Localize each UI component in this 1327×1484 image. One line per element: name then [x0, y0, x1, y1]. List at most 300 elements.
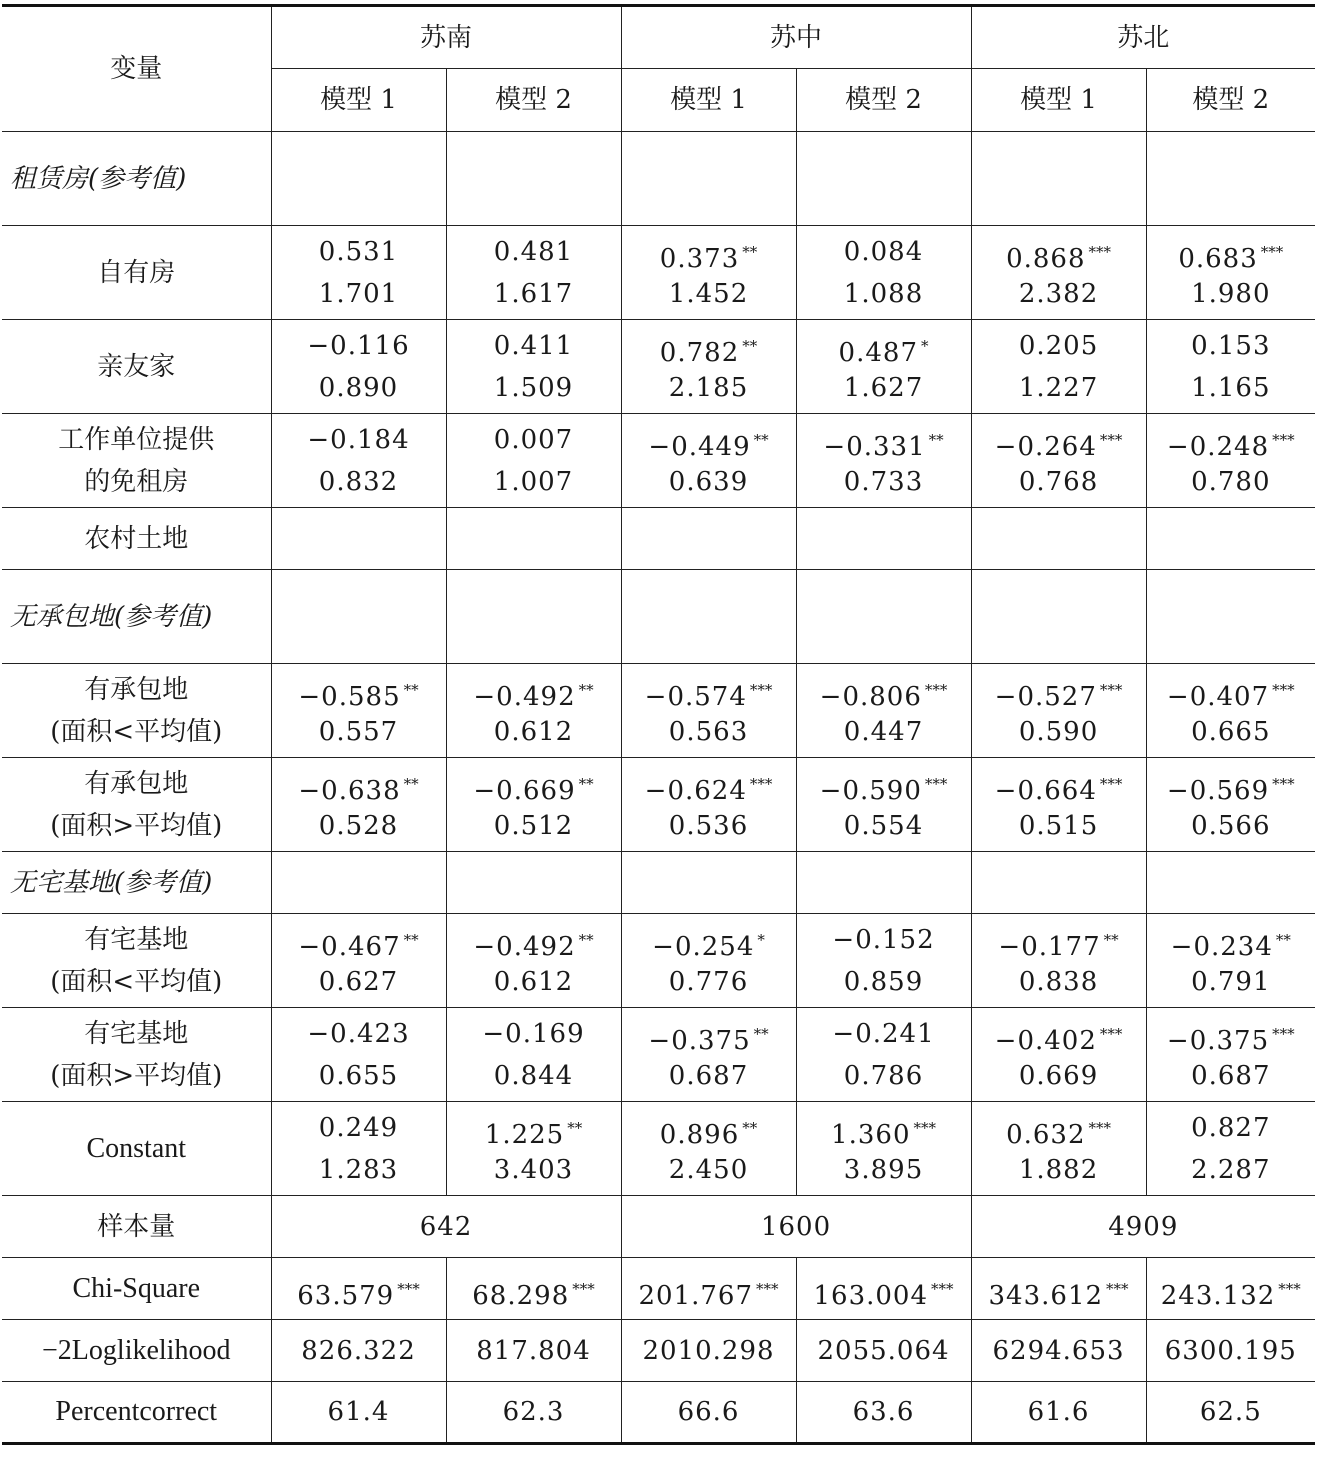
data-cell	[621, 570, 796, 664]
data-cell	[1146, 1102, 1315, 1196]
significance-marker: ***	[1278, 1279, 1301, 1298]
coefficient-value	[1147, 1107, 1316, 1149]
odds-ratio-value-text: 0.515	[1018, 810, 1099, 841]
odds-ratio-value	[447, 367, 621, 409]
data-cell	[621, 852, 796, 914]
coefficient-value-text: −0.669	[473, 775, 576, 806]
stat-value-text: 66.6	[677, 1397, 740, 1427]
row-label-line: Constant	[86, 1132, 187, 1164]
significance-marker: ***	[1272, 680, 1295, 699]
table-row	[2, 664, 1315, 758]
row-label-line: 有承包地	[84, 674, 189, 705]
odds-ratio-value	[972, 805, 1146, 847]
data-cell	[271, 132, 446, 226]
odds-ratio-value-text: 1.509	[493, 372, 574, 403]
stat-value	[972, 1268, 1146, 1310]
significance-marker: ***	[397, 1279, 420, 1298]
coefficient-value-text: −0.254	[652, 931, 755, 962]
stat-value-text: 6294.653	[992, 1335, 1125, 1366]
stat-value	[1147, 1391, 1316, 1433]
odds-ratio-value	[972, 273, 1146, 315]
odds-ratio-value	[447, 805, 621, 847]
odds-ratio-value-text: 0.838	[1018, 966, 1099, 997]
data-cell	[446, 1102, 621, 1196]
data-cell	[971, 414, 1146, 508]
coefficient-value-text: −0.241	[832, 1018, 935, 1049]
stat-value-text: 6300.195	[1164, 1335, 1297, 1366]
odds-ratio-value-text: 0.447	[843, 716, 924, 747]
regression-table-container	[2, 4, 1315, 1445]
odds-ratio-value-text: 0.687	[668, 1060, 749, 1091]
odds-ratio-value	[622, 805, 796, 847]
odds-ratio-value-text: 0.612	[493, 966, 574, 997]
coefficient-value	[972, 763, 1146, 805]
coefficient-value-text: −0.467	[298, 931, 401, 962]
data-cell	[1146, 508, 1315, 570]
data-cell	[271, 758, 446, 852]
data-cell	[796, 1008, 971, 1102]
data-cell	[796, 226, 971, 320]
odds-ratio-value-text: 0.612	[493, 716, 574, 747]
coefficient-value-text: −0.492	[473, 931, 576, 962]
odds-ratio-value-text: 1.882	[1018, 1154, 1099, 1185]
odds-ratio-value-text: 0.844	[493, 1060, 574, 1091]
coefficient-value-text: −0.407	[1166, 681, 1270, 712]
coefficient-value-text: −0.638	[298, 775, 401, 806]
coefficient-value-text: −0.806	[819, 681, 922, 712]
significance-marker: **	[403, 774, 419, 793]
coefficient-value-text: 0.481	[493, 236, 574, 267]
table-row	[2, 1008, 1315, 1102]
stat-value	[272, 1268, 446, 1310]
odds-ratio-value-text: 1.701	[318, 278, 399, 309]
stat-value-text: 63.579	[297, 1280, 395, 1311]
stat-value-text: 62.5	[1199, 1397, 1262, 1427]
coefficient-value-text: −0.248	[1166, 431, 1270, 462]
coefficient-value	[1147, 1013, 1316, 1055]
stat-value	[272, 1391, 446, 1433]
coefficient-value-text: −0.331	[823, 431, 926, 462]
row-label	[2, 132, 271, 226]
stat-value	[622, 1330, 796, 1372]
stat-value-text: 61.4	[327, 1397, 390, 1427]
header-model: 模型 2	[796, 69, 971, 132]
data-cell	[621, 226, 796, 320]
odds-ratio-value	[272, 1055, 446, 1097]
coefficient-value	[447, 919, 621, 961]
data-cell	[796, 1102, 971, 1196]
table-row	[2, 508, 1315, 570]
data-cell	[796, 852, 971, 914]
significance-marker: ***	[1272, 774, 1295, 793]
coefficient-value-text: −0.177	[998, 931, 1101, 962]
row-label	[2, 852, 271, 914]
coefficient-value	[272, 325, 446, 367]
table-row	[2, 414, 1315, 508]
data-cell	[971, 570, 1146, 664]
coefficient-value-text: −0.184	[307, 424, 410, 455]
stat-value-text: 63.6	[852, 1397, 915, 1427]
coefficient-value	[972, 231, 1146, 273]
coefficient-value-text: −0.375	[1166, 1025, 1270, 1056]
coefficient-value-text: 0.868	[1006, 243, 1086, 274]
table-row	[2, 320, 1315, 414]
row-label-line: 自有房	[97, 257, 176, 288]
odds-ratio-value-text: 0.627	[318, 966, 399, 997]
coefficient-value-text: −0.574	[644, 681, 747, 712]
odds-ratio-value-text: 0.776	[668, 966, 749, 997]
coefficient-value-text: −0.624	[644, 775, 747, 806]
significance-marker: **	[403, 930, 419, 949]
coefficient-value-text: −0.116	[307, 330, 410, 361]
coefficient-value	[1147, 763, 1316, 805]
odds-ratio-value-text: 0.768	[1018, 466, 1099, 497]
data-cell	[446, 132, 621, 226]
stat-value	[1147, 1330, 1316, 1372]
data-cell	[271, 570, 446, 664]
data-cell	[621, 1102, 796, 1196]
coefficient-value	[622, 419, 796, 461]
coefficient-value	[797, 419, 971, 461]
significance-marker: **	[578, 930, 594, 949]
stat-cell	[621, 1320, 796, 1382]
stat-cell	[971, 1382, 1146, 1444]
data-cell	[1146, 414, 1315, 508]
data-cell	[796, 320, 971, 414]
coefficient-value-text: 0.153	[1191, 330, 1271, 361]
data-cell	[621, 414, 796, 508]
table-row	[2, 852, 1315, 914]
data-cell	[971, 1102, 1146, 1196]
header-model: 模型 2	[446, 69, 621, 132]
odds-ratio-value	[1147, 1055, 1316, 1097]
significance-marker: ***	[1088, 1118, 1111, 1137]
header-model: 模型 1	[971, 69, 1146, 132]
header-model: 模型 1	[621, 69, 796, 132]
stat-value	[622, 1268, 796, 1310]
coefficient-value-text: −0.569	[1166, 775, 1270, 806]
coefficient-value-text: 0.487	[838, 337, 918, 368]
row-label	[2, 1102, 271, 1196]
stat-row	[2, 1258, 1315, 1320]
data-cell	[271, 1102, 446, 1196]
row-label-line: (面积<平均值)	[50, 966, 223, 997]
data-cell	[271, 414, 446, 508]
stat-row	[2, 1320, 1315, 1382]
row-label-line: 无承包地(参考值)	[10, 601, 213, 632]
coefficient-value	[972, 325, 1146, 367]
stat-cell	[1146, 1258, 1315, 1320]
odds-ratio-value	[972, 1055, 1146, 1097]
odds-ratio-value	[272, 961, 446, 1003]
odds-ratio-value	[1147, 805, 1316, 847]
coefficient-value-text: 1.225	[484, 1119, 565, 1150]
odds-ratio-value-text: 0.665	[1191, 716, 1271, 747]
odds-ratio-value-text: 1.007	[493, 466, 574, 497]
row-label	[2, 1008, 271, 1102]
header-variable: 变量	[2, 6, 271, 132]
coefficient-value	[622, 669, 796, 711]
stat-value-text: 163.004	[813, 1280, 929, 1311]
coefficient-value-text: −0.590	[819, 775, 922, 806]
data-cell	[1146, 570, 1315, 664]
coefficient-value-text: 0.896	[659, 1119, 740, 1150]
data-cell	[446, 320, 621, 414]
data-cell	[621, 664, 796, 758]
odds-ratio-value-text: 1.283	[318, 1154, 399, 1185]
data-cell	[271, 226, 446, 320]
odds-ratio-value	[1147, 273, 1316, 315]
coefficient-value	[272, 919, 446, 961]
coefficient-value-text: 1.360	[831, 1119, 911, 1150]
header-model: 模型 1	[271, 69, 446, 132]
odds-ratio-value	[272, 1149, 446, 1191]
data-cell	[971, 914, 1146, 1008]
odds-ratio-value-text: 0.512	[493, 810, 574, 841]
stat-value-text: 201.767	[638, 1280, 754, 1311]
stat-value	[447, 1268, 621, 1310]
coefficient-value	[447, 669, 621, 711]
data-cell	[271, 508, 446, 570]
odds-ratio-value	[272, 461, 446, 503]
coefficient-value	[272, 763, 446, 805]
odds-ratio-value-text: 0.557	[318, 716, 399, 747]
stat-cell	[1146, 1382, 1315, 1444]
significance-marker: ***	[1099, 774, 1123, 793]
odds-ratio-value	[622, 461, 796, 503]
odds-ratio-value-text: 1.227	[1018, 372, 1099, 403]
data-cell	[446, 664, 621, 758]
coefficient-value	[447, 231, 621, 273]
row-label-line: 的免租房	[84, 466, 189, 497]
data-cell	[796, 664, 971, 758]
row-label-line: 工作单位提供	[58, 424, 215, 455]
odds-ratio-value-text: 1.617	[493, 278, 574, 309]
coefficient-value	[622, 919, 796, 961]
odds-ratio-value	[797, 1055, 971, 1097]
row-label	[2, 414, 271, 508]
odds-ratio-value	[447, 711, 621, 753]
data-cell	[1146, 1008, 1315, 1102]
odds-ratio-value	[797, 1149, 971, 1191]
odds-ratio-value	[972, 961, 1146, 1003]
row-label: −2Loglikelihood	[2, 1320, 271, 1382]
coefficient-value	[1147, 669, 1316, 711]
coefficient-value-text: −0.152	[832, 924, 935, 955]
odds-ratio-value-text: 1.088	[843, 278, 924, 309]
data-cell	[1146, 852, 1315, 914]
row-label-line: 有宅基地	[84, 924, 189, 955]
sample-size-row	[2, 1196, 1315, 1258]
stat-cell	[446, 1382, 621, 1444]
coefficient-value-text: −0.375	[648, 1025, 751, 1056]
coefficient-value	[797, 669, 971, 711]
odds-ratio-value-text: 3.895	[843, 1154, 924, 1185]
table-row	[2, 758, 1315, 852]
coefficient-value-text: −0.449	[648, 431, 751, 462]
odds-ratio-value-text: 1.627	[843, 372, 924, 403]
odds-ratio-value	[1147, 961, 1316, 1003]
significance-marker: ***	[1088, 242, 1111, 261]
data-cell	[1146, 664, 1315, 758]
significance-marker: ***	[756, 1279, 779, 1298]
odds-ratio-value	[447, 273, 621, 315]
stat-value	[447, 1391, 621, 1433]
coefficient-value-text: 0.632	[1006, 1119, 1086, 1150]
coefficient-value-text: 0.373	[659, 243, 740, 274]
stat-cell	[796, 1382, 971, 1444]
odds-ratio-value-text: 0.791	[1191, 966, 1271, 997]
odds-ratio-value	[622, 1149, 796, 1191]
sample-size-cell: 4909	[971, 1196, 1315, 1258]
significance-marker: **	[567, 1118, 583, 1137]
odds-ratio-value-text: 0.590	[1018, 716, 1099, 747]
significance-marker: ***	[1272, 1024, 1295, 1043]
data-cell	[621, 1008, 796, 1102]
odds-ratio-value	[622, 711, 796, 753]
coefficient-value	[272, 669, 446, 711]
data-cell	[271, 914, 446, 1008]
stat-cell	[271, 1382, 446, 1444]
coefficient-value	[1147, 919, 1316, 961]
coefficient-value	[797, 763, 971, 805]
significance-marker: *	[920, 336, 929, 355]
coefficient-value-text: −0.234	[1170, 931, 1273, 962]
coefficient-value	[797, 231, 971, 273]
stat-value-text: 68.298	[472, 1280, 570, 1311]
coefficient-value-text: 0.827	[1191, 1112, 1271, 1143]
data-cell	[446, 414, 621, 508]
significance-marker: **	[742, 242, 758, 261]
odds-ratio-value-text: 0.780	[1191, 466, 1271, 497]
stat-value	[1147, 1268, 1316, 1310]
odds-ratio-value	[972, 711, 1146, 753]
significance-marker: **	[1103, 930, 1119, 949]
data-cell	[621, 914, 796, 1008]
data-cell	[446, 570, 621, 664]
odds-ratio-value	[622, 961, 796, 1003]
data-cell	[971, 320, 1146, 414]
coefficient-value-text: 0.084	[843, 236, 924, 267]
row-label-line: (面积>平均值)	[50, 810, 223, 841]
odds-ratio-value-text: 0.669	[1018, 1060, 1099, 1091]
data-cell	[796, 132, 971, 226]
odds-ratio-value	[1147, 461, 1316, 503]
significance-marker: ***	[913, 1118, 936, 1137]
data-cell	[971, 132, 1146, 226]
data-cell	[1146, 320, 1315, 414]
coefficient-value-text: −0.527	[994, 681, 1097, 712]
header-region-sunan: 苏南	[271, 6, 621, 69]
odds-ratio-value-text: 0.733	[843, 466, 924, 497]
coefficient-value	[797, 1013, 971, 1055]
data-cell	[446, 226, 621, 320]
odds-ratio-value	[447, 461, 621, 503]
stat-value	[622, 1391, 796, 1433]
data-cell	[446, 508, 621, 570]
data-cell	[971, 226, 1146, 320]
data-cell	[271, 852, 446, 914]
significance-marker: **	[403, 680, 419, 699]
coefficient-value	[447, 419, 621, 461]
odds-ratio-value	[272, 805, 446, 847]
data-cell	[271, 320, 446, 414]
odds-ratio-value-text: 0.832	[318, 466, 399, 497]
coefficient-value	[1147, 325, 1316, 367]
odds-ratio-value-text: 2.185	[668, 372, 749, 403]
data-cell	[621, 320, 796, 414]
odds-ratio-value	[972, 1149, 1146, 1191]
sample-size-cell: 1600	[621, 1196, 971, 1258]
coefficient-value	[272, 231, 446, 273]
coefficient-value-text: −0.492	[473, 681, 576, 712]
stat-value	[972, 1330, 1146, 1372]
stat-cell	[1146, 1320, 1315, 1382]
significance-marker: **	[578, 680, 594, 699]
data-cell	[1146, 226, 1315, 320]
odds-ratio-value	[447, 1055, 621, 1097]
header-row-regions	[2, 6, 1315, 69]
odds-ratio-value-text: 0.890	[318, 372, 399, 403]
row-label-line: 农村土地	[84, 523, 189, 554]
row-label-line: (面积>平均值)	[50, 1060, 223, 1091]
header-region-subei: 苏北	[971, 6, 1315, 69]
odds-ratio-value	[797, 461, 971, 503]
data-cell	[971, 508, 1146, 570]
stat-cell	[446, 1258, 621, 1320]
odds-ratio-value	[797, 273, 971, 315]
coefficient-value	[272, 419, 446, 461]
odds-ratio-value-text: 1.165	[1191, 372, 1271, 403]
odds-ratio-value-text: 0.859	[843, 966, 924, 997]
coefficient-value-text: 0.531	[318, 236, 399, 267]
stat-value-text: 61.6	[1027, 1397, 1090, 1427]
table-row	[2, 132, 1315, 226]
row-label: 样本量	[2, 1196, 271, 1258]
coefficient-value-text: −0.585	[298, 681, 401, 712]
coefficient-value	[447, 1013, 621, 1055]
odds-ratio-value	[447, 1149, 621, 1191]
stat-cell	[971, 1320, 1146, 1382]
stat-value-text: 2055.064	[817, 1335, 950, 1366]
row-label-line: 亲友家	[97, 351, 176, 382]
significance-marker: ***	[1099, 430, 1123, 449]
odds-ratio-value-text: 1.452	[668, 278, 749, 309]
data-cell	[621, 508, 796, 570]
coefficient-value-text: −0.423	[307, 1018, 410, 1049]
coefficient-value	[972, 1013, 1146, 1055]
significance-marker: *	[757, 930, 765, 949]
data-cell	[971, 758, 1146, 852]
odds-ratio-value-text: 0.536	[668, 810, 749, 841]
coefficient-value	[972, 1107, 1146, 1149]
coefficient-value-text: 0.205	[1018, 330, 1099, 361]
coefficient-value	[797, 919, 971, 961]
stat-cell	[621, 1258, 796, 1320]
data-cell	[446, 1008, 621, 1102]
odds-ratio-value	[622, 273, 796, 315]
table-row	[2, 226, 1315, 320]
coefficient-value-text: 0.007	[493, 424, 574, 455]
coefficient-value	[272, 1013, 446, 1055]
coefficient-value	[447, 325, 621, 367]
stat-value	[972, 1391, 1146, 1433]
significance-marker: **	[1275, 930, 1291, 949]
data-cell	[796, 758, 971, 852]
stat-value	[272, 1330, 446, 1372]
odds-ratio-value-text: 0.786	[843, 1060, 924, 1091]
odds-ratio-value	[972, 461, 1146, 503]
